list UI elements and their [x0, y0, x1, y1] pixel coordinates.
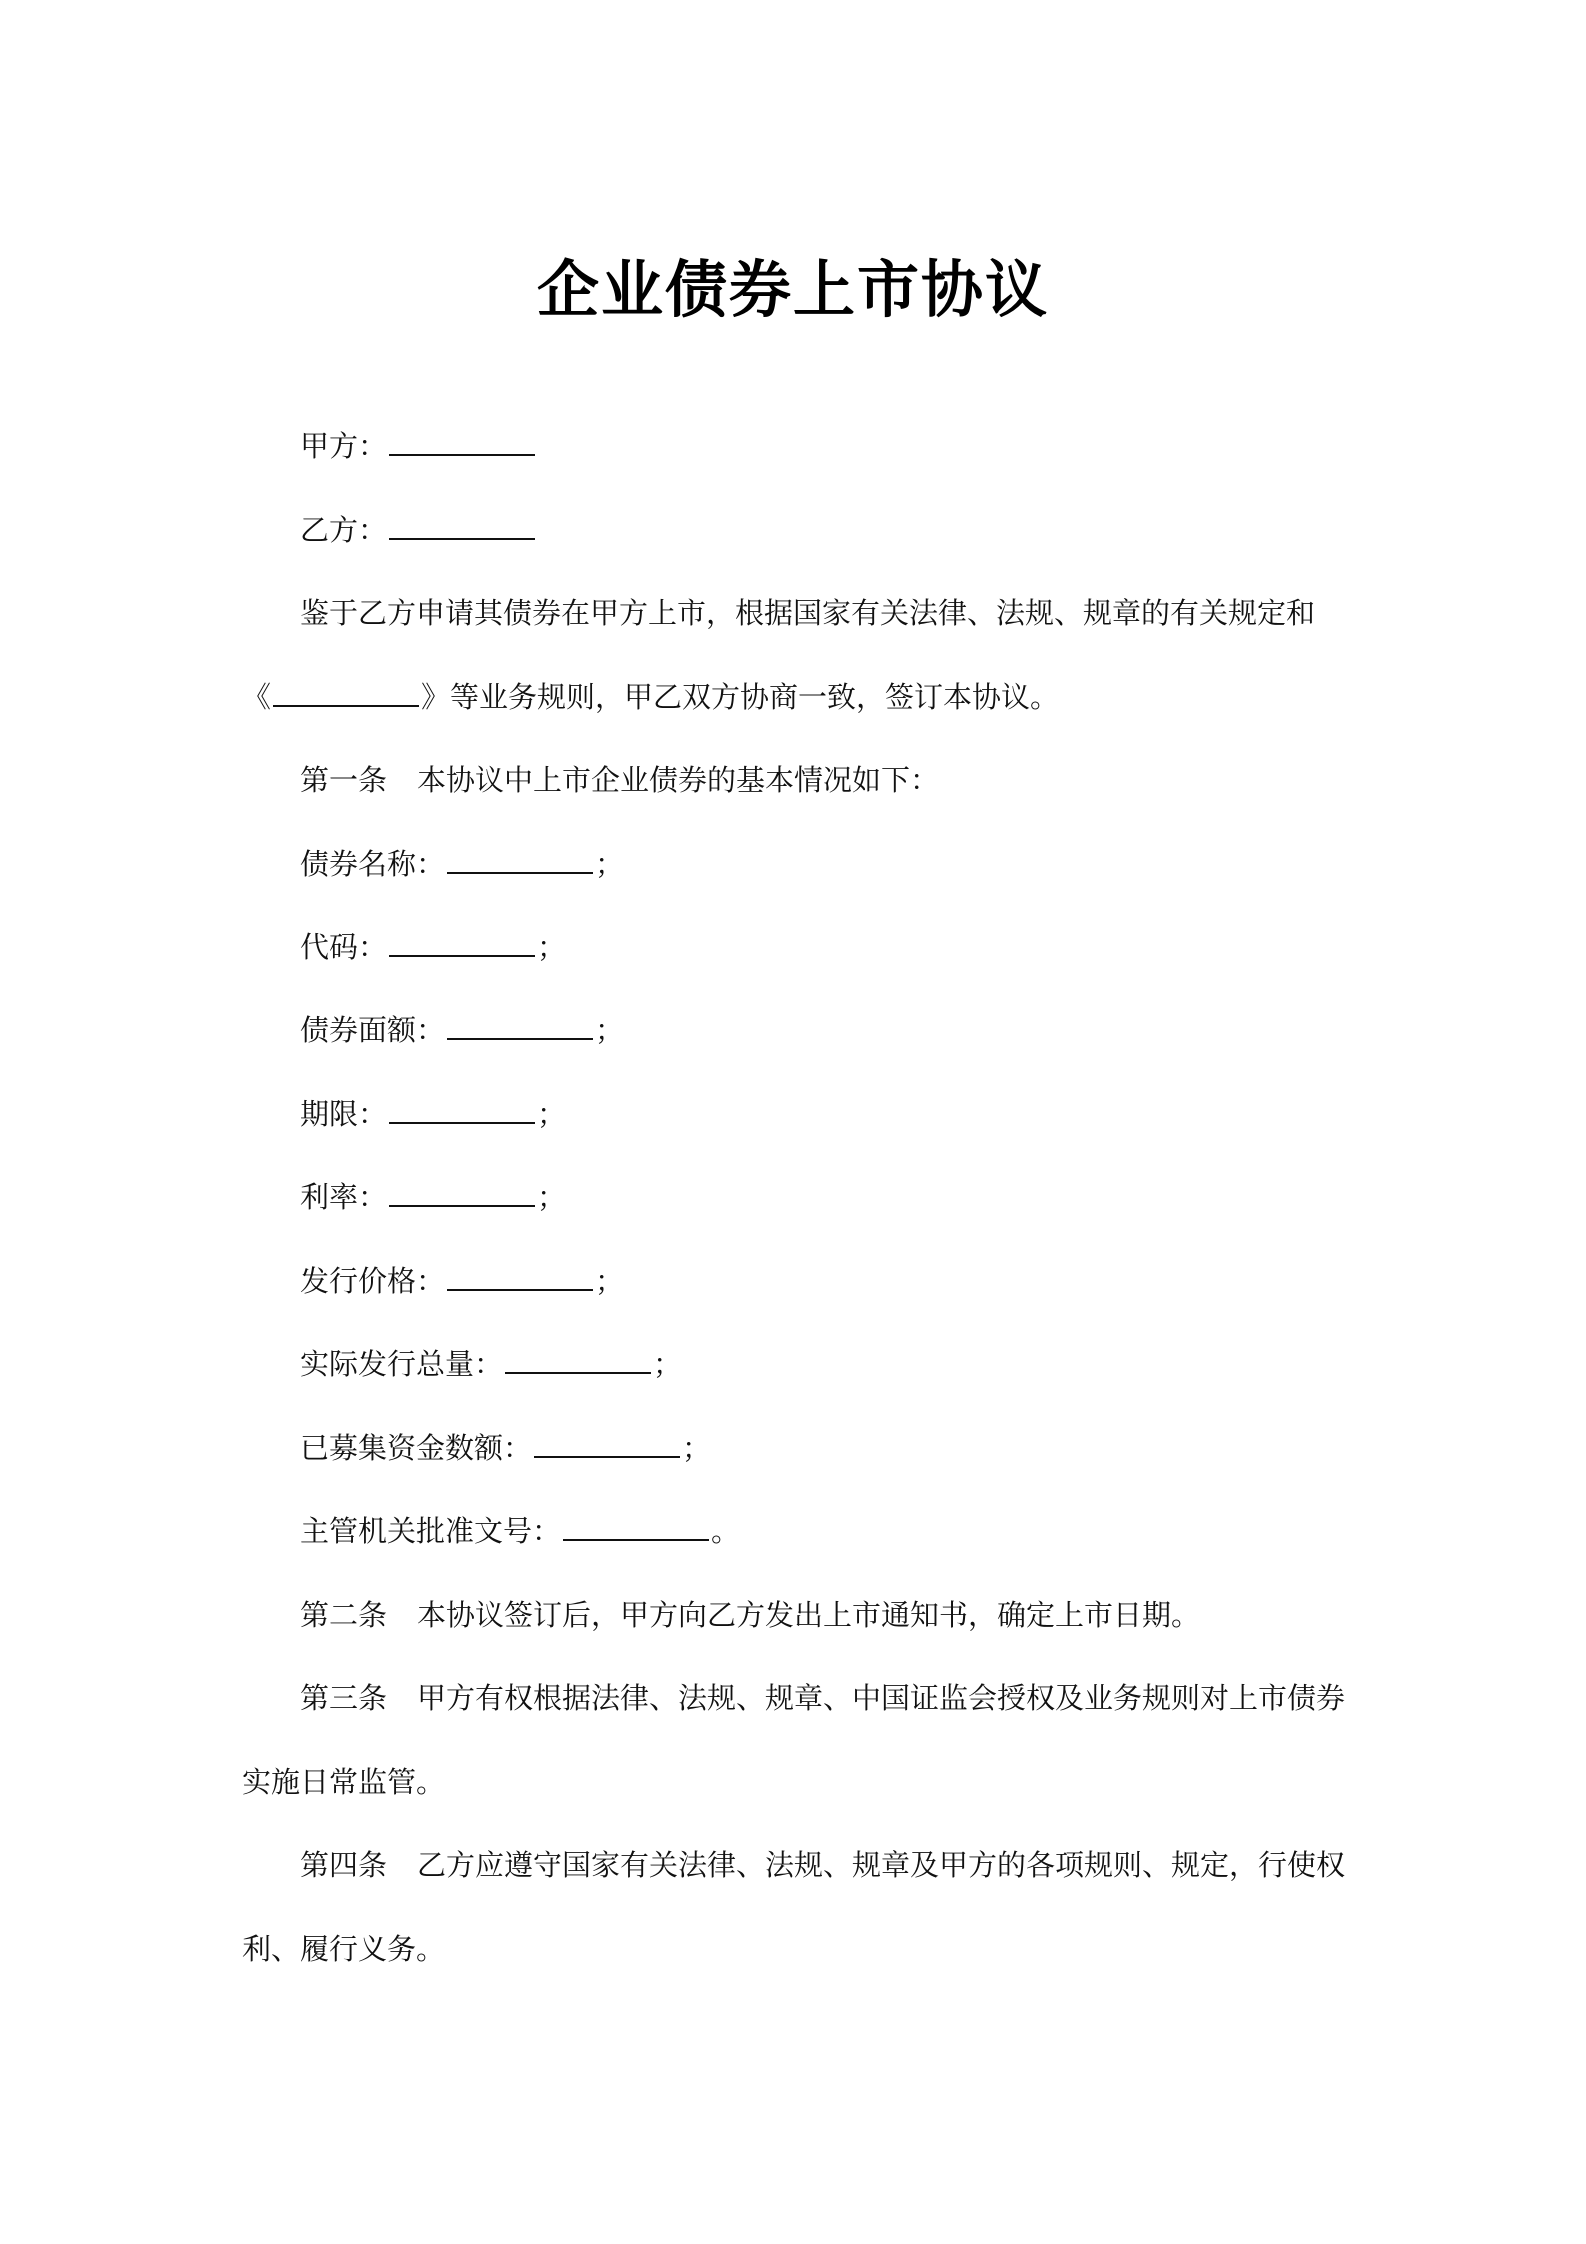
field-label: 已募集资金数额：: [300, 1431, 533, 1465]
article-3-line-2: 实施日常监管。: [242, 1765, 446, 1799]
article-4-number: 第四条: [300, 1848, 388, 1882]
field-label: 利率：: [300, 1180, 388, 1214]
field-end: ；: [653, 1347, 683, 1381]
article-1-heading: [300, 758, 939, 802]
party-a-label: 甲方：: [300, 429, 388, 463]
field-end: ；: [595, 847, 625, 881]
article-3-number: 第三条: [300, 1681, 388, 1715]
field-blank[interactable]: [389, 933, 535, 957]
party-b-line: [300, 508, 537, 552]
article-4-line-1: [300, 1843, 1345, 1887]
field-bond-name: [300, 842, 624, 886]
field-label: 发行价格：: [300, 1264, 446, 1298]
article-4-line-2: 利、履行义务。: [242, 1932, 446, 1966]
article-3-text-1: 甲方有权根据法律、法规、规章、中国证监会授权及业务规则对上市债券: [417, 1681, 1346, 1715]
field-blank[interactable]: [563, 1517, 709, 1541]
article-1-text: 本协议中上市企业债券的基本情况如下：: [417, 763, 940, 797]
field-blank[interactable]: [505, 1350, 651, 1374]
field-approval-number: [300, 1509, 740, 1553]
field-blank[interactable]: [447, 850, 593, 874]
field-blank[interactable]: [447, 1267, 593, 1291]
field-end: 。: [711, 1514, 741, 1548]
field-end: ；: [595, 1264, 625, 1298]
field-total-issued: [300, 1342, 682, 1386]
preamble-line-2: [242, 675, 1059, 719]
party-b-label: 乙方：: [300, 513, 388, 547]
field-blank[interactable]: [447, 1016, 593, 1040]
field-funds-raised: [300, 1426, 711, 1470]
field-issue-price: [300, 1259, 624, 1303]
field-end: ；: [595, 1013, 625, 1047]
party-a-blank[interactable]: [389, 432, 535, 456]
preamble-line-2-text: 》等业务规则，甲乙双方协商一致，签订本协议。: [421, 680, 1060, 714]
article-2-number: 第二条: [300, 1598, 388, 1632]
field-label: 债券面额：: [300, 1013, 446, 1047]
field-label: 期限：: [300, 1097, 388, 1131]
preamble-line-1: 鉴于乙方申请其债券在甲方上市，根据国家有关法律、法规、规章的有关规定和: [300, 596, 1316, 630]
field-face-value: [300, 1008, 624, 1052]
field-end: ；: [537, 930, 567, 964]
article-2: [300, 1593, 1200, 1637]
field-label: 代码：: [300, 930, 388, 964]
rules-name-blank[interactable]: [273, 683, 419, 707]
field-term: [300, 1092, 566, 1136]
article-2-text: 本协议签订后，甲方向乙方发出上市通知书，确定上市日期。: [417, 1598, 1201, 1632]
article-1-number: 第一条: [300, 763, 388, 797]
field-blank[interactable]: [534, 1434, 680, 1458]
document-title: 企业债券上市协议: [536, 253, 1049, 326]
article-3-line-1: [300, 1676, 1345, 1720]
field-blank[interactable]: [389, 1100, 535, 1124]
field-end: ；: [537, 1097, 567, 1131]
party-b-blank[interactable]: [389, 516, 535, 540]
article-4-text-1: 乙方应遵守国家有关法律、法规、规章及甲方的各项规则、规定，行使权: [417, 1848, 1346, 1882]
field-blank[interactable]: [389, 1183, 535, 1207]
party-a-line: [300, 424, 537, 468]
field-interest-rate: [300, 1175, 566, 1219]
field-label: 主管机关批准文号：: [300, 1514, 562, 1548]
field-label: 实际发行总量：: [300, 1347, 504, 1381]
field-label: 债券名称：: [300, 847, 446, 881]
field-end: ；: [537, 1180, 567, 1214]
preamble-open-bracket: 《: [242, 680, 272, 714]
field-code: [300, 925, 566, 969]
field-end: ；: [682, 1431, 712, 1465]
